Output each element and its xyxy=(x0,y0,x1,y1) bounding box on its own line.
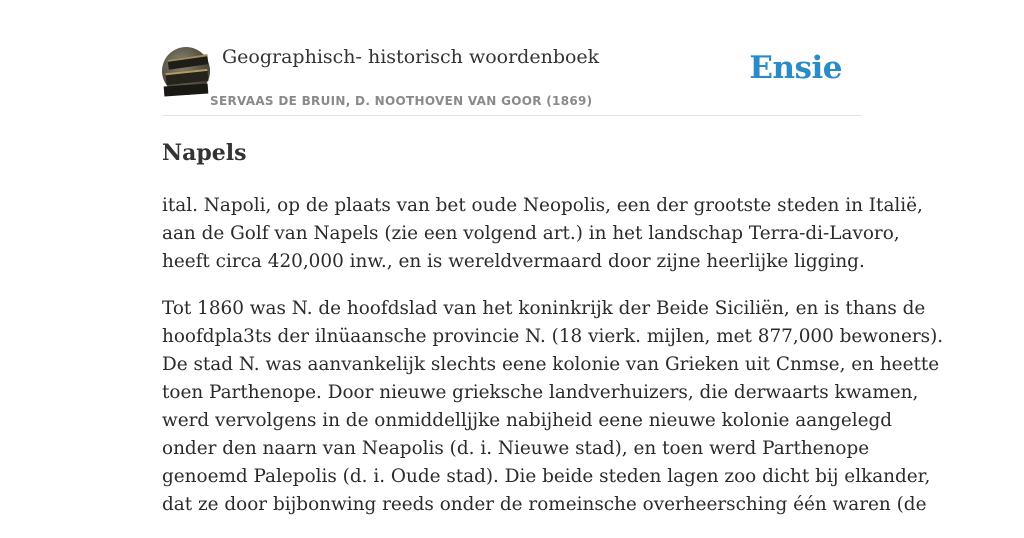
text-line: hoofdpla3ts der ilnüaansche provincie N. (18 vierk. mijlen, met 877,000 bewoners). xyxy=(162,326,944,347)
paragraph-2 xyxy=(162,295,944,519)
text-line: onder den naarn van Neapolis (d. i. Nieuwe stad), en toen werd Parthenope xyxy=(162,438,870,459)
text-line: heeft circa 420,000 inw., en is wereldvermaard door zijne heerlijke ligging. xyxy=(162,251,865,272)
text-line: ital. Napoli, op de plaats van bet oude Neopolis, een der grootste steden in Italië, xyxy=(162,195,923,216)
book-authors: SERVAAS DE BRUIN, D. NOOTHOVEN VAN GOOR (1869) xyxy=(210,94,593,108)
text-line: werd vervolgens in de onmiddelljjke nabijheid eene nieuwe kolonie aangelegd xyxy=(162,410,893,431)
text-line: dat ze door bijbonwing reeds onder de romeinsche overheersching één waren (de xyxy=(162,494,927,515)
text-line: aan de Golf van Napels (zie een volgend art.) in het landschap Terra-di-Lavoro, xyxy=(162,223,900,244)
text-line: De stad N. was aanvankelijk slechts eene kolonie van Grieken uit Cnmse, en heette xyxy=(162,354,940,375)
text-line: Tot 1860 was N. de hoofdslad van het koninkrijk der Beide Siciliën, en is thans de xyxy=(162,298,926,319)
text-line: genoemd Palepolis (d. i. Oude stad). Die beide steden lagen zoo dicht bij elkander, xyxy=(162,466,931,487)
text-line: toen Parthenope. Door nieuwe grieksche landverhuizers, die derwaarts kwamen, xyxy=(162,382,919,403)
entry-body xyxy=(162,192,944,538)
book-header xyxy=(162,0,862,116)
paragraph-1 xyxy=(162,192,923,276)
entry-title: Napels xyxy=(162,140,247,166)
book-title-link[interactable]: Geographisch- historisch woordenboek xyxy=(222,46,600,68)
article-page xyxy=(162,0,944,515)
book-stack-icon[interactable] xyxy=(162,47,210,95)
ensie-logo[interactable]: Ensie xyxy=(749,50,842,86)
